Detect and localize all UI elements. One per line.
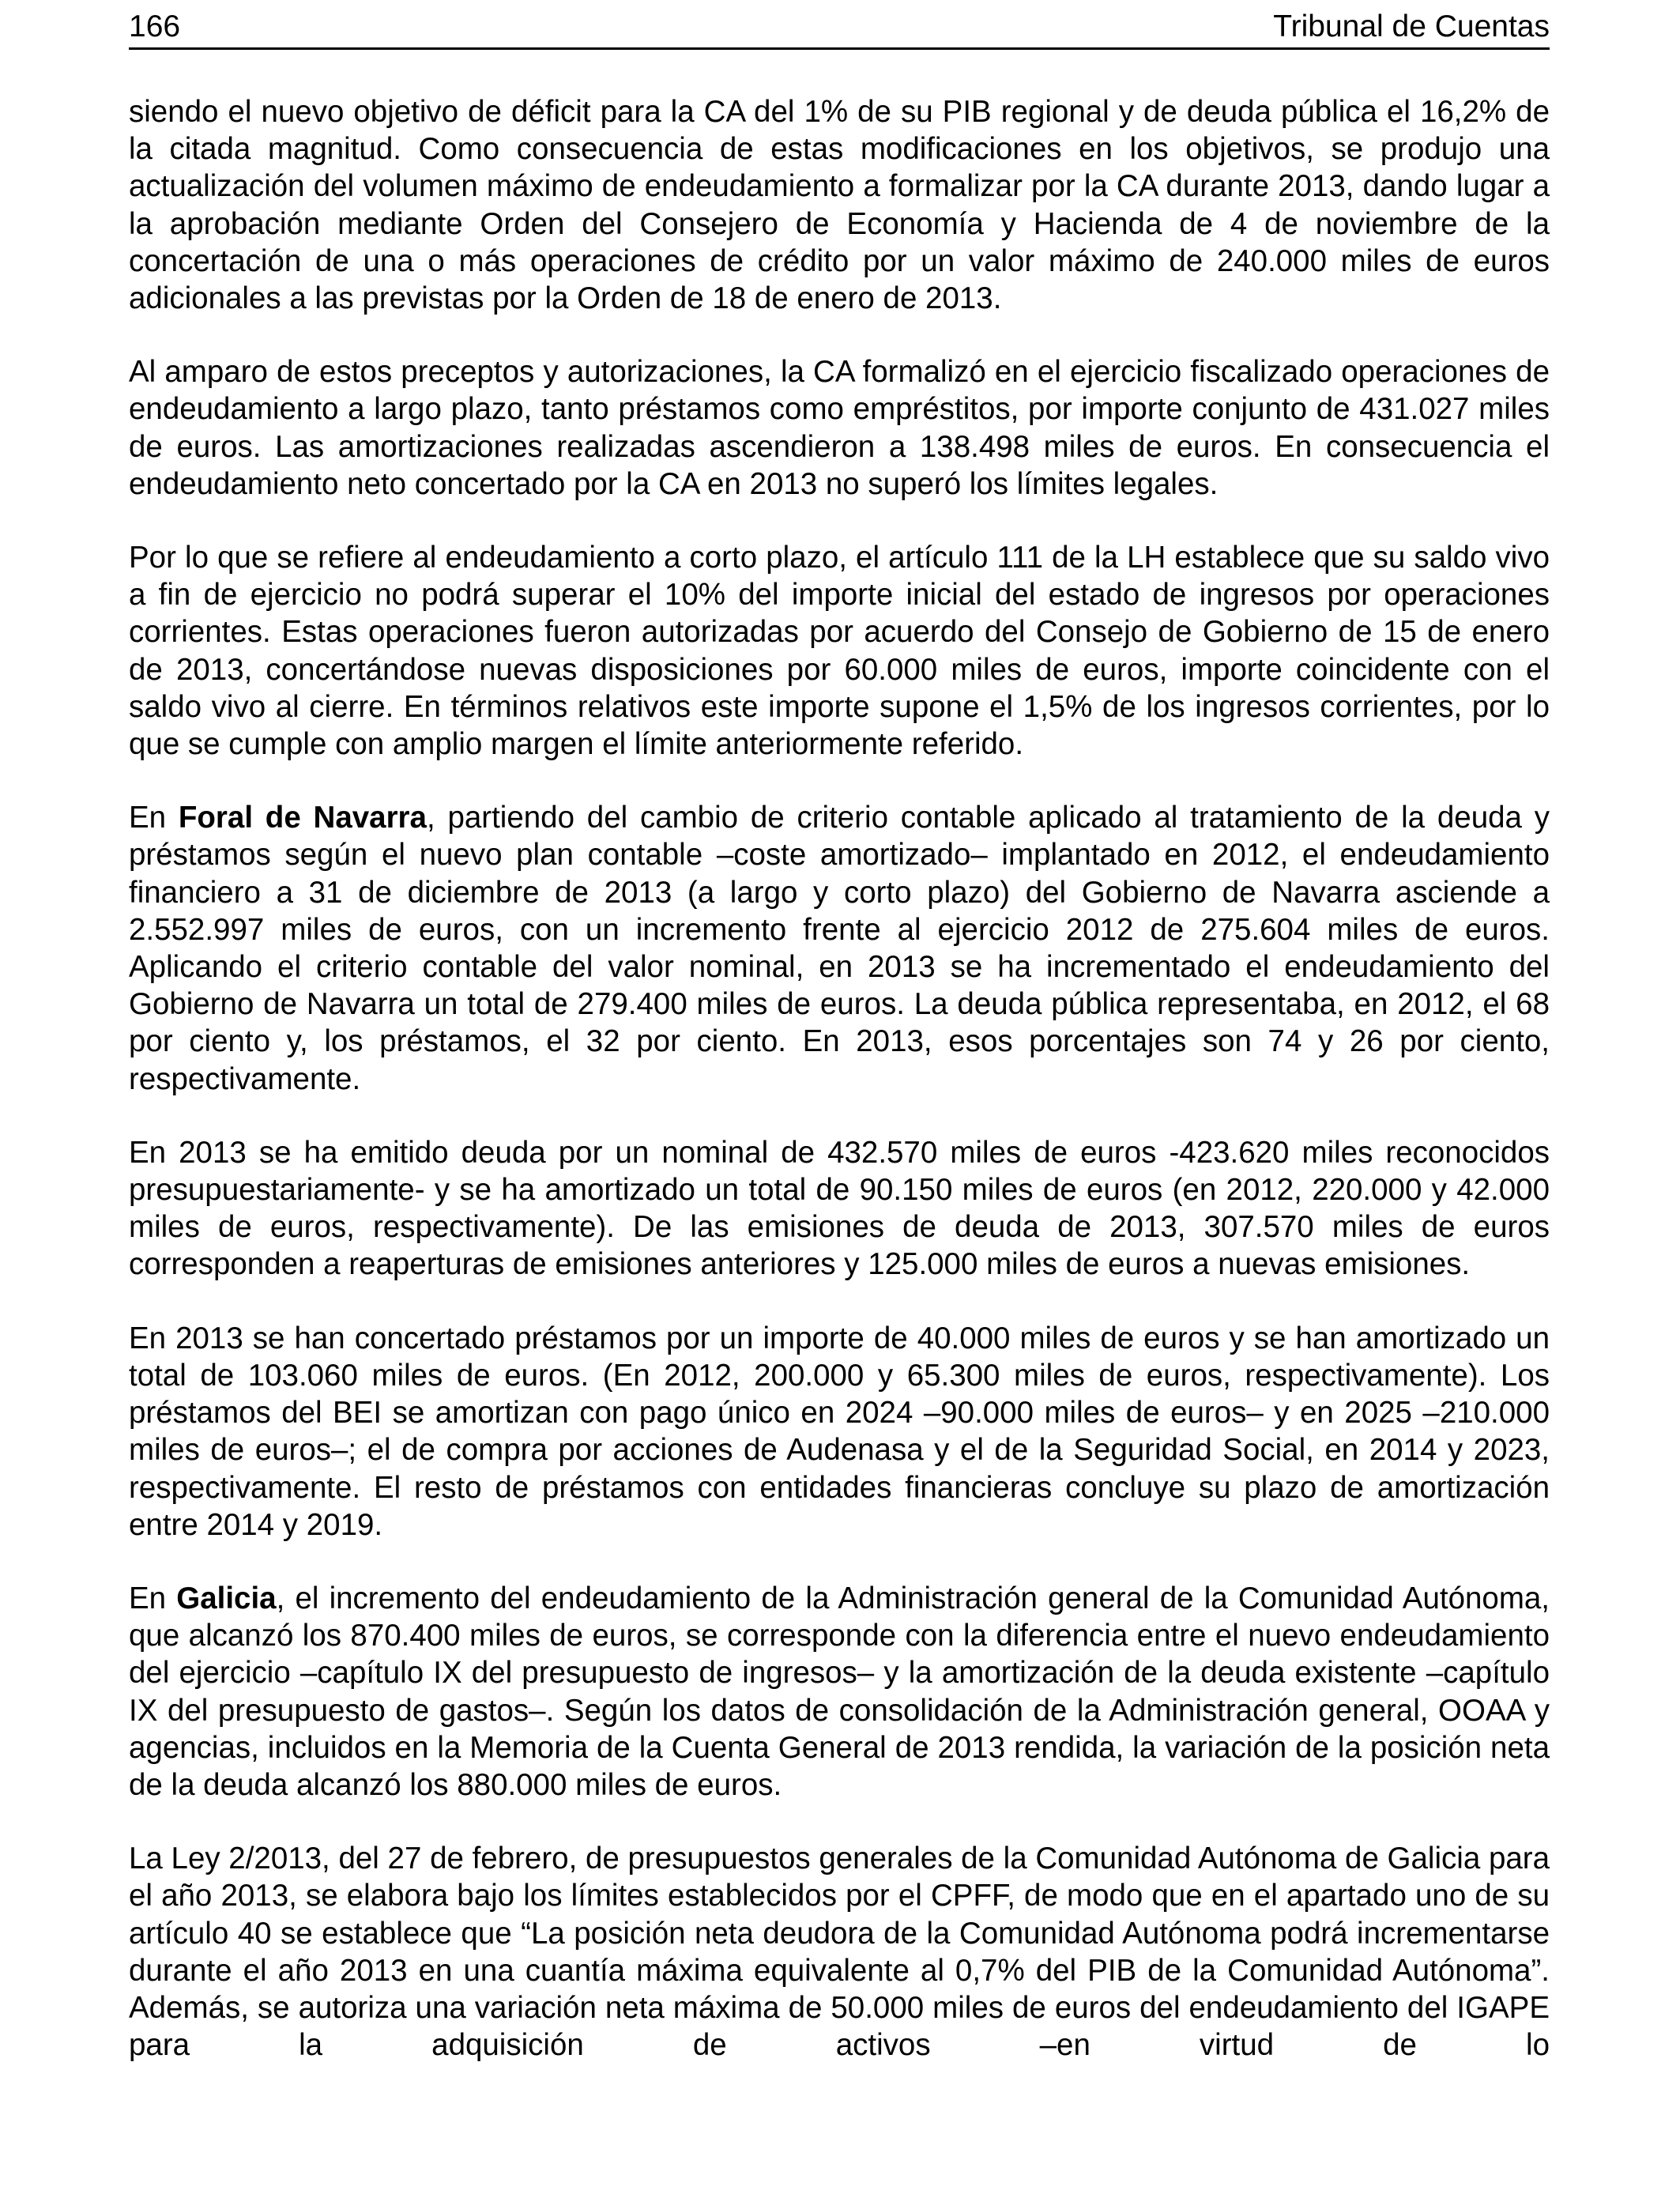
paragraph-text: En 2013 se han concertado préstamos por un importe de 40.000 miles de euros y se han amortizado un total de 103.060 miles de euros. (En 2012, 200.000 y 65.300 miles de euros, respectivamente). Los préstamos del BEI se amortizan con pago único en 2024 –90.000 miles de euros– y en 2025 –210.000 miles de euros–; el de compra por acciones de Audenasa y el de la Seguridad Social, en 2014 y 2023, respectivamente. El resto de préstamos con entidades financieras concluye su plazo de amortización entre 2014 y 2019. — [129, 1321, 1550, 1542]
paragraph-text: La Ley 2/2013, del 27 de febrero, de presupuestos generales de la Comunidad Autónoma de Galicia para el año 2013, se elabora bajo los límites establecidos por el CPFF, de modo que en el apartado uno de su artículo 40 se establece que “La posición neta deudora de la Comunidad Autónoma podrá incrementarse durante el año 2013 en una cuantía máxima equivalente al 0,7% del PIB de la Comunidad Autónoma”. Además, se autoriza una variación neta máxima de 50.000 miles de euros del endeudamiento del IGAPE para la adquisición de activos –en virtud de lo — [129, 1842, 1550, 2063]
body-text — [129, 93, 1550, 2064]
page-number: 166 — [129, 9, 181, 43]
paragraph-2 — [129, 353, 1550, 503]
paragraph-text: siendo el nuevo objetivo de déficit para la CA del 1% de su PIB regional y de deuda pública el 16,2% de la citada magnitud. Como consecuencia de estas modificaciones en los objetivos, se produjo una actualización del volumen máximo de endeudamiento a formalizar por la CA durante 2013, dando lugar a la aprobación mediante Orden del Consejero de Economía y Hacienda de 4 de noviembre de la concertación de una o más operaciones de crédito por un valor máximo de 240.000 miles de euros adicionales a las previstas por la Orden de 18 de enero de 2013. — [129, 95, 1550, 316]
region-heading-galicia: Galicia — [176, 1581, 277, 1615]
paragraph-3 — [129, 539, 1550, 763]
paragraph-7-galicia — [129, 1580, 1550, 1804]
paragraph-prefix: En — [129, 1581, 177, 1615]
region-heading-navarra: Foral de Navarra — [178, 801, 427, 835]
paragraph-4-navarra — [129, 799, 1550, 1098]
paragraph-1 — [129, 93, 1550, 317]
paragraph-text: En 2013 se ha emitido deuda por un nominal de 432.570 miles de euros -423.620 miles reconocidos presupuestariamente- y se ha amortizado un total de 90.150 miles de euros (en 2012, 220.000 y 42.000 miles de euros, respectivamente). De las emisiones de deuda de 2013, 307.570 miles de euros corresponden a reaperturas de emisiones anteriores y 125.000 miles de euros a nuevas emisiones. — [129, 1135, 1550, 1282]
running-title: Tribunal de Cuentas — [1273, 9, 1550, 43]
paragraph-8 — [129, 1840, 1550, 2064]
page-header — [129, 6, 1550, 50]
paragraph-text: , partiendo del cambio de criterio contable aplicado al tratamiento de la deuda y préstamos según el nuevo plan contable –coste amortizado– implantado en 2012, el endeudamiento financiero a 31 de diciembre de 2013 (a largo y corto plazo) del Gobierno de Navarra asciende a 2.552.997 miles de euros, con un incremento frente al ejercicio 2012 de 275.604 miles de euros. Aplicando el criterio contable del valor nominal, en 2013 se ha incrementado el endeudamiento del Gobierno de Navarra un total de 279.400 miles de euros. La deuda pública representaba, en 2012, el 68 por ciento y, los préstamos, el 32 por ciento. En 2013, esos porcentajes son 74 y 26 por ciento, respectivamente. — [129, 801, 1550, 1096]
paragraph-6 — [129, 1320, 1550, 1544]
paragraph-text: , el incremento del endeudamiento de la Administración general de la Comunidad Autónoma, que alcanzó los 870.400 miles de euros, se corresponde con la diferencia entre el nuevo endeudamiento del ejercicio –capítulo IX del presupuesto de ingresos– y la amortización de la deuda existente –capítulo IX del presupuesto de gastos–. Según los datos de consolidación de la Administración general, OOAA y agencias, incluidos en la Memoria de la Cuenta General de 2013 rendida, la variación de la posición neta de la deuda alcanzó los 880.000 miles de euros. — [129, 1581, 1550, 1802]
paragraph-5 — [129, 1134, 1550, 1284]
paragraph-text: Al amparo de estos preceptos y autorizaciones, la CA formalizó en el ejercicio fiscalizado operaciones de endeudamiento a largo plazo, tanto préstamos como empréstitos, por importe conjunto de 431.027 miles de euros. Las amortizaciones realizadas ascendieron a 138.498 miles de euros. En consecuencia el endeudamiento neto concertado por la CA en 2013 no superó los límites legales. — [129, 355, 1550, 501]
document-page — [129, 0, 1550, 2064]
paragraph-text: Por lo que se refiere al endeudamiento a corto plazo, el artículo 111 de la LH establece que su saldo vivo a fin de ejercicio no podrá superar el 10% del importe inicial del estado de ingresos por operaciones corrientes. Estas operaciones fueron autorizadas por acuerdo del Consejo de Gobierno de 15 de enero de 2013, concertándose nuevas disposiciones por 60.000 miles de euros, importe coincidente con el saldo vivo al cierre. En términos relativos este importe supone el 1,5% de los ingresos corrientes, por lo que se cumple con amplio margen el límite anteriormente referido. — [129, 541, 1550, 762]
paragraph-prefix: En — [129, 801, 179, 835]
